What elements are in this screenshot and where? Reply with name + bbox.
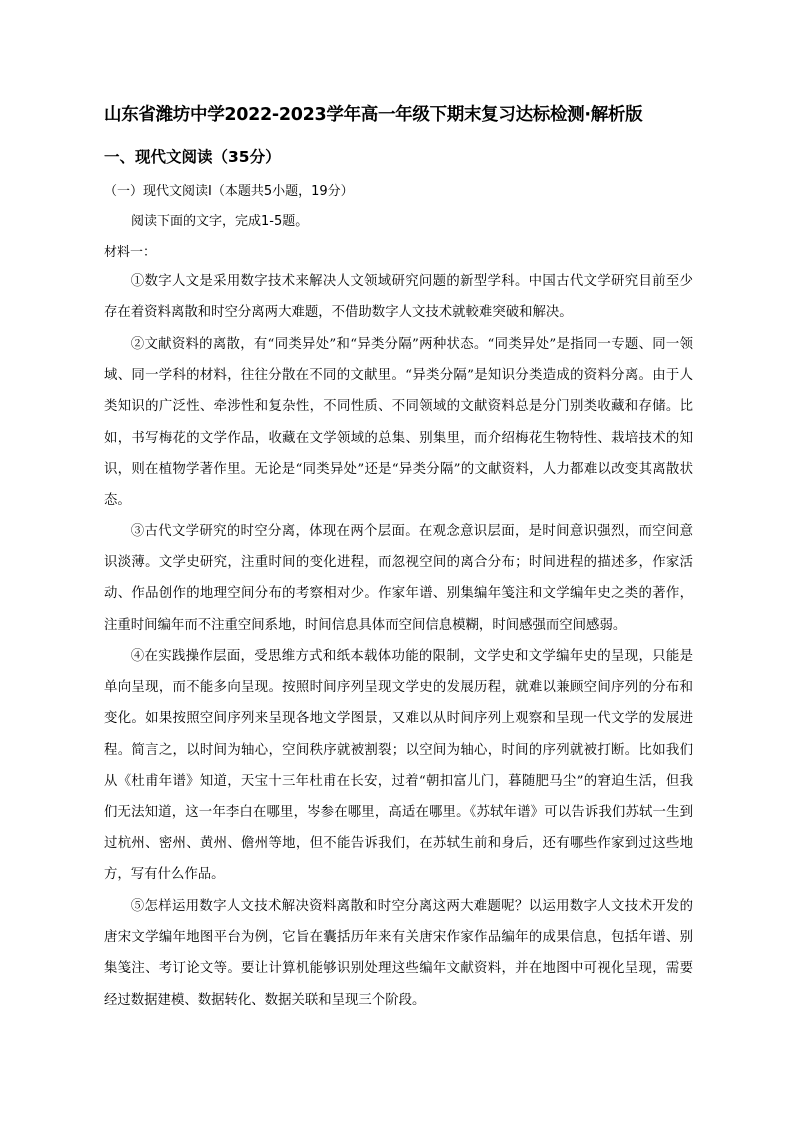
section-heading: 一、现代文阅读（35分） xyxy=(104,148,281,166)
paragraph-5: ⑤怎样运用数字人文技术解决资料离散和时空分离这两大难题呢？以运用数字人文技术开发的唐宋文学编年地图平台为例，它旨在囊括历年来有关唐宋作家作品编年的成果信息，包括年谱、别集笺注、考订论文等。要让计算机能够识别处理这些编年文献资料，并在地图中可视化呈现，需要经过数据建模、数据转化、数据关联和呈现三个阶段。 xyxy=(104,899,693,1008)
reading-instruction: 阅读下面的文字，完成1-5题。 xyxy=(131,214,309,229)
document-title: 山东省潍坊中学2022-2023学年高一年级下期末复习达标检测·解析版 xyxy=(104,105,643,125)
paragraph-2: ②文献资料的离散，有“同类异处”和“异类分隔”两种状态。“同类异处”是指同一专题、同一领域、同一学科的材料，往往分散在不同的文献里。“异类分隔”是知识分类造成的资料分离。由于人类知识的广泛性、牵涉性和复杂性，不同性质、不同领域的文献资料总是分门别类收藏和存储。比如，书写梅花的文学作品，收藏在文学领域的总集、别集里，而介绍梅花生物特性、栽培技术的知识，则在植物学著作里。无论是“同类异处”还是“异类分隔”的文献资料，人力都难以改变其离散状态。 xyxy=(104,337,693,509)
paragraph-3: ③古代文学研究的时空分离，体现在两个层面。在观念意识层面，是时间意识强烈，而空间意识淡薄。文学史研究，注重时间的变化进程，而忽视空间的离合分布；时间进程的描述多，作家活动、作品创作的地理空间分布的考察相对少。作家年谱、别集编年笺注和文学编年史之类的著作，注重时间编年而不注重空间系地，时间信息具体而空间信息模糊，时间感强而空间感弱。 xyxy=(104,524,693,633)
paragraph-4: ④在实践操作层面，受思维方式和纸本载体功能的限制，文学史和文学编年史的呈现，只能是单向呈现，而不能多向呈现。按照时间序列呈现文学史的发展历程，就难以兼顾空间序列的分布和变化。如果按照空间序列来呈现各地文学图景，又难以从时间序列上观察和呈现一代文学的发展进程。简言之，以时间为轴心，空间秩序就被割裂；以空间为轴心，时间的序列就被打断。比如我们从《杜甫年谱》知道，天宝十三年杜甫在长安，过着“朝扣富儿门，暮随肥马尘”的窘迫生活，但我们无法知道，这一年李白在哪里，岑参在哪里，高适在哪里。《苏轼年谱》可以告诉我们苏轼一生到过杭州、密州、黄州、儋州等地，但不能告诉我们，在苏轼生前和身后，还有哪些作家到过这些地方，写有什么作品。 xyxy=(104,649,693,883)
subsection-heading: （一）现代文阅读Ⅰ（本题共5小题，19分） xyxy=(104,184,354,199)
paragraph-1: ①数字人文是采用数字技术来解决人文领域研究问题的新型学科。中国古代文学研究目前至少存在着资料离散和时空分离两大难题，不借助数字人文技术就較难突破和解决。 xyxy=(104,274,693,321)
material-label: 材料一： xyxy=(104,245,157,260)
